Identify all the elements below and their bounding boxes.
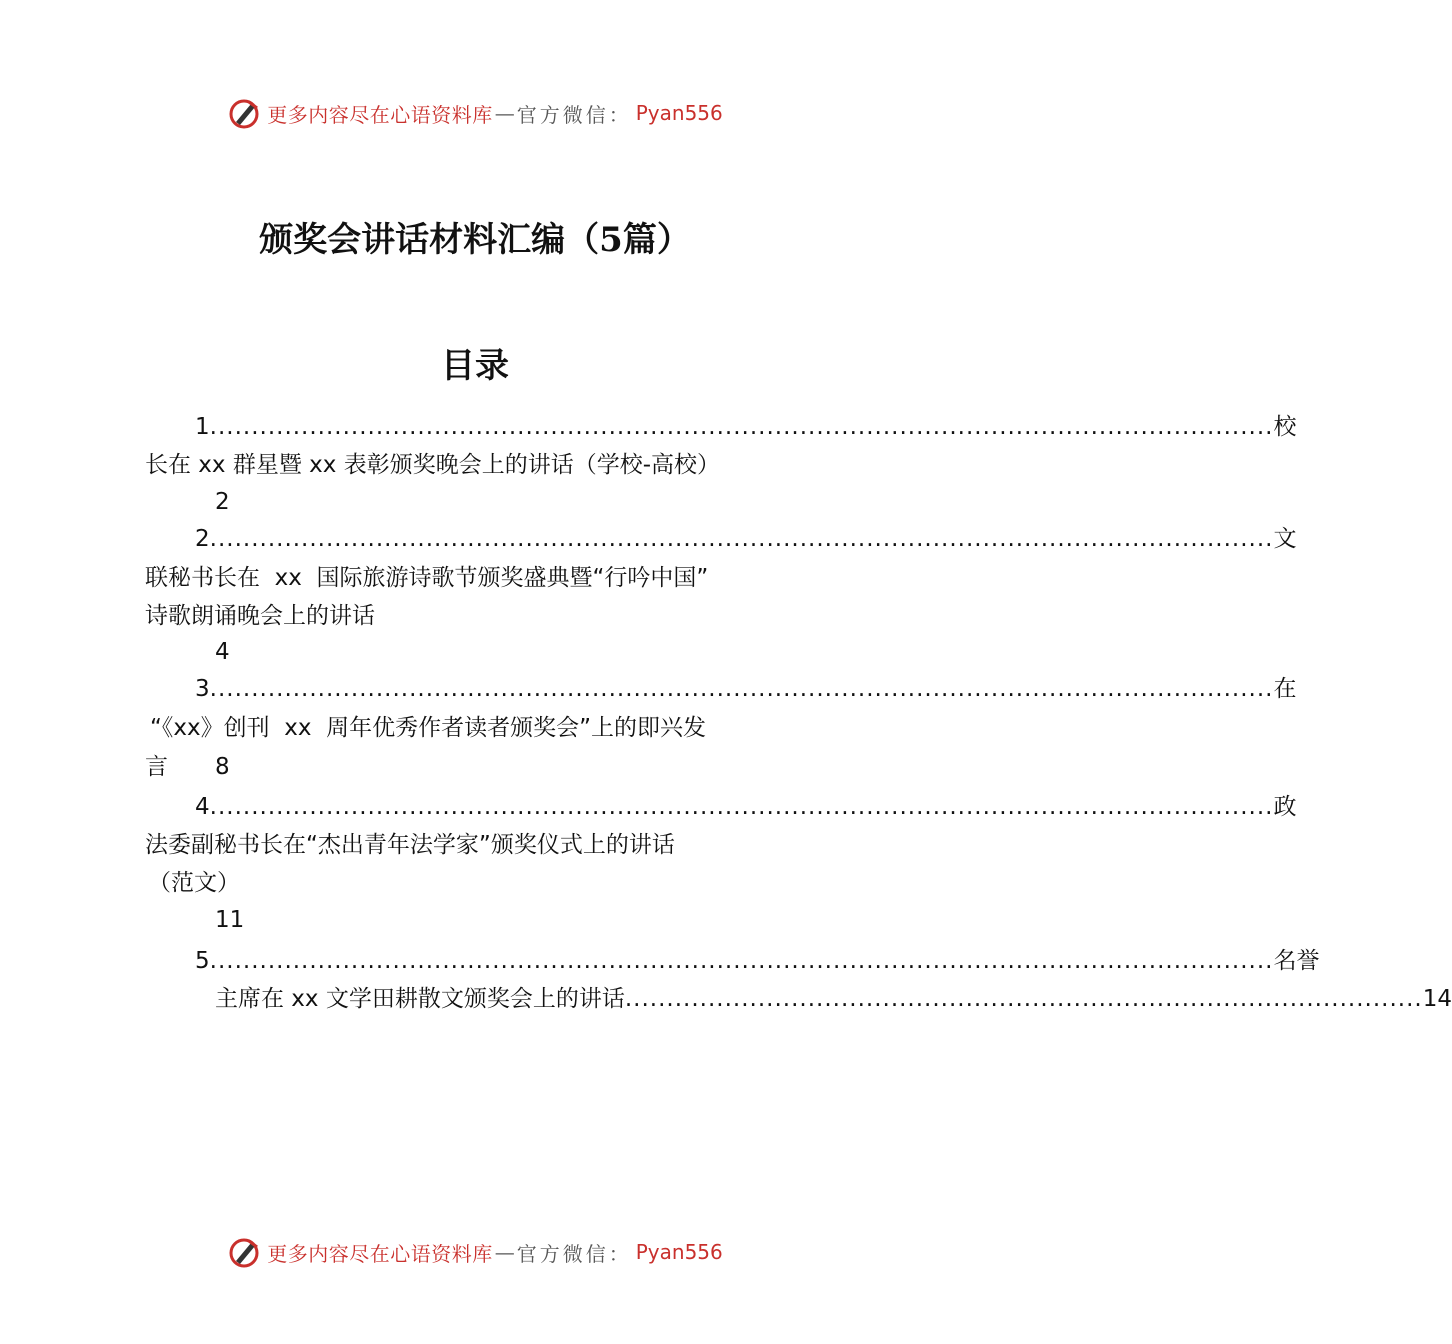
- toc-entry-2-text-line-1[interactable]: 联秘书长在 xx 国际旅游诗歌节颁奖盛典暨“行吟中国”: [145, 565, 709, 591]
- banner-dash: —: [494, 101, 515, 125]
- toc-entry-5-lead-char: 名誉: [1273, 948, 1320, 974]
- toc-entry-3-number: 3: [195, 676, 210, 702]
- toc-entry-4-lead-char: 政: [1273, 794, 1297, 820]
- footer-site-text: 更多内容尽在心语资料库: [267, 1241, 493, 1266]
- document-title: 颁奖会讲话材料汇编（5篇）: [259, 220, 691, 260]
- toc-entry-3-page: 8: [215, 754, 230, 780]
- toc-entry-3-text-line-2[interactable]: 言: [145, 754, 168, 780]
- toc-entry-2-text-line-2[interactable]: 诗歌朗诵晚会上的讲话: [145, 603, 375, 629]
- toc-entry-5-number: 5: [195, 948, 210, 974]
- toc-entry-2-leader-dots: ................................................................................................................................: [209, 526, 1274, 552]
- toc-entry-3-text-line-1[interactable]: “《xx》创刊 xx 周年优秀作者读者颁奖会”上的即兴发: [150, 715, 707, 741]
- toc-entry-1-lead-char: 校: [1273, 414, 1297, 440]
- banner-site-text: 更多内容尽在心语资料库: [267, 102, 493, 127]
- toc-entry-4-leader-dots: ................................................................................................................................: [209, 794, 1274, 820]
- toc-entry-4-text-line-1[interactable]: 法委副秘书长在“杰出青年法学家”颁奖仪式上的讲话: [145, 832, 675, 858]
- toc-entry-2-lead-char: 文: [1273, 526, 1297, 552]
- banner-wechat-label: 官方微信：: [516, 102, 632, 127]
- toc-entry-5-page: 14: [1422, 986, 1452, 1012]
- toc-entry-4-lead[interactable]: [195, 792, 1297, 822]
- toc-entry-1-leader-dots: ................................................................................................................................: [209, 414, 1274, 440]
- toc-entry-5-lead[interactable]: [195, 946, 1320, 976]
- toc-entry-1-number: 1: [195, 414, 210, 440]
- banner-wechat-id: Pyan556: [635, 101, 723, 125]
- toc-entry-3-lead-char: 在: [1273, 676, 1297, 702]
- pen-logo-icon: [227, 1235, 261, 1269]
- toc-entry-1-lead[interactable]: [195, 412, 1297, 442]
- toc-entry-4-page: 11: [215, 907, 245, 933]
- toc-entry-5-text: 主席在 xx 文学田耕散文颁奖会上的讲话: [215, 986, 625, 1012]
- toc-entry-1-page: 2: [215, 489, 230, 515]
- toc-entry-3-leader-dots: ................................................................................................................................: [209, 676, 1274, 702]
- toc-heading: 目录: [441, 346, 509, 386]
- toc-entry-2-page: 4: [215, 639, 230, 665]
- toc-entry-4-text-line-2[interactable]: （范文）: [148, 870, 240, 896]
- toc-entry-4-number: 4: [195, 794, 210, 820]
- toc-entry-5-leader-dots-2: ................................................................................................: [624, 986, 1423, 1012]
- footer-banner: [0, 1232, 950, 1272]
- footer-wechat-label: 官方微信：: [516, 1241, 632, 1266]
- toc-entry-1-text[interactable]: 长在 xx 群星暨 xx 表彰颁奖晚会上的讲话（学校-高校）: [145, 452, 720, 478]
- toc-entry-2-number: 2: [195, 526, 210, 552]
- toc-entry-5-text-row[interactable]: [215, 984, 1452, 1014]
- toc-entry-3-lead[interactable]: [195, 674, 1297, 704]
- footer-wechat-id: Pyan556: [635, 1240, 723, 1264]
- toc-entry-2-lead[interactable]: [195, 524, 1297, 554]
- footer-dash: —: [494, 1240, 515, 1264]
- toc-entry-5-leader-dots: ................................................................................................................................: [209, 948, 1274, 974]
